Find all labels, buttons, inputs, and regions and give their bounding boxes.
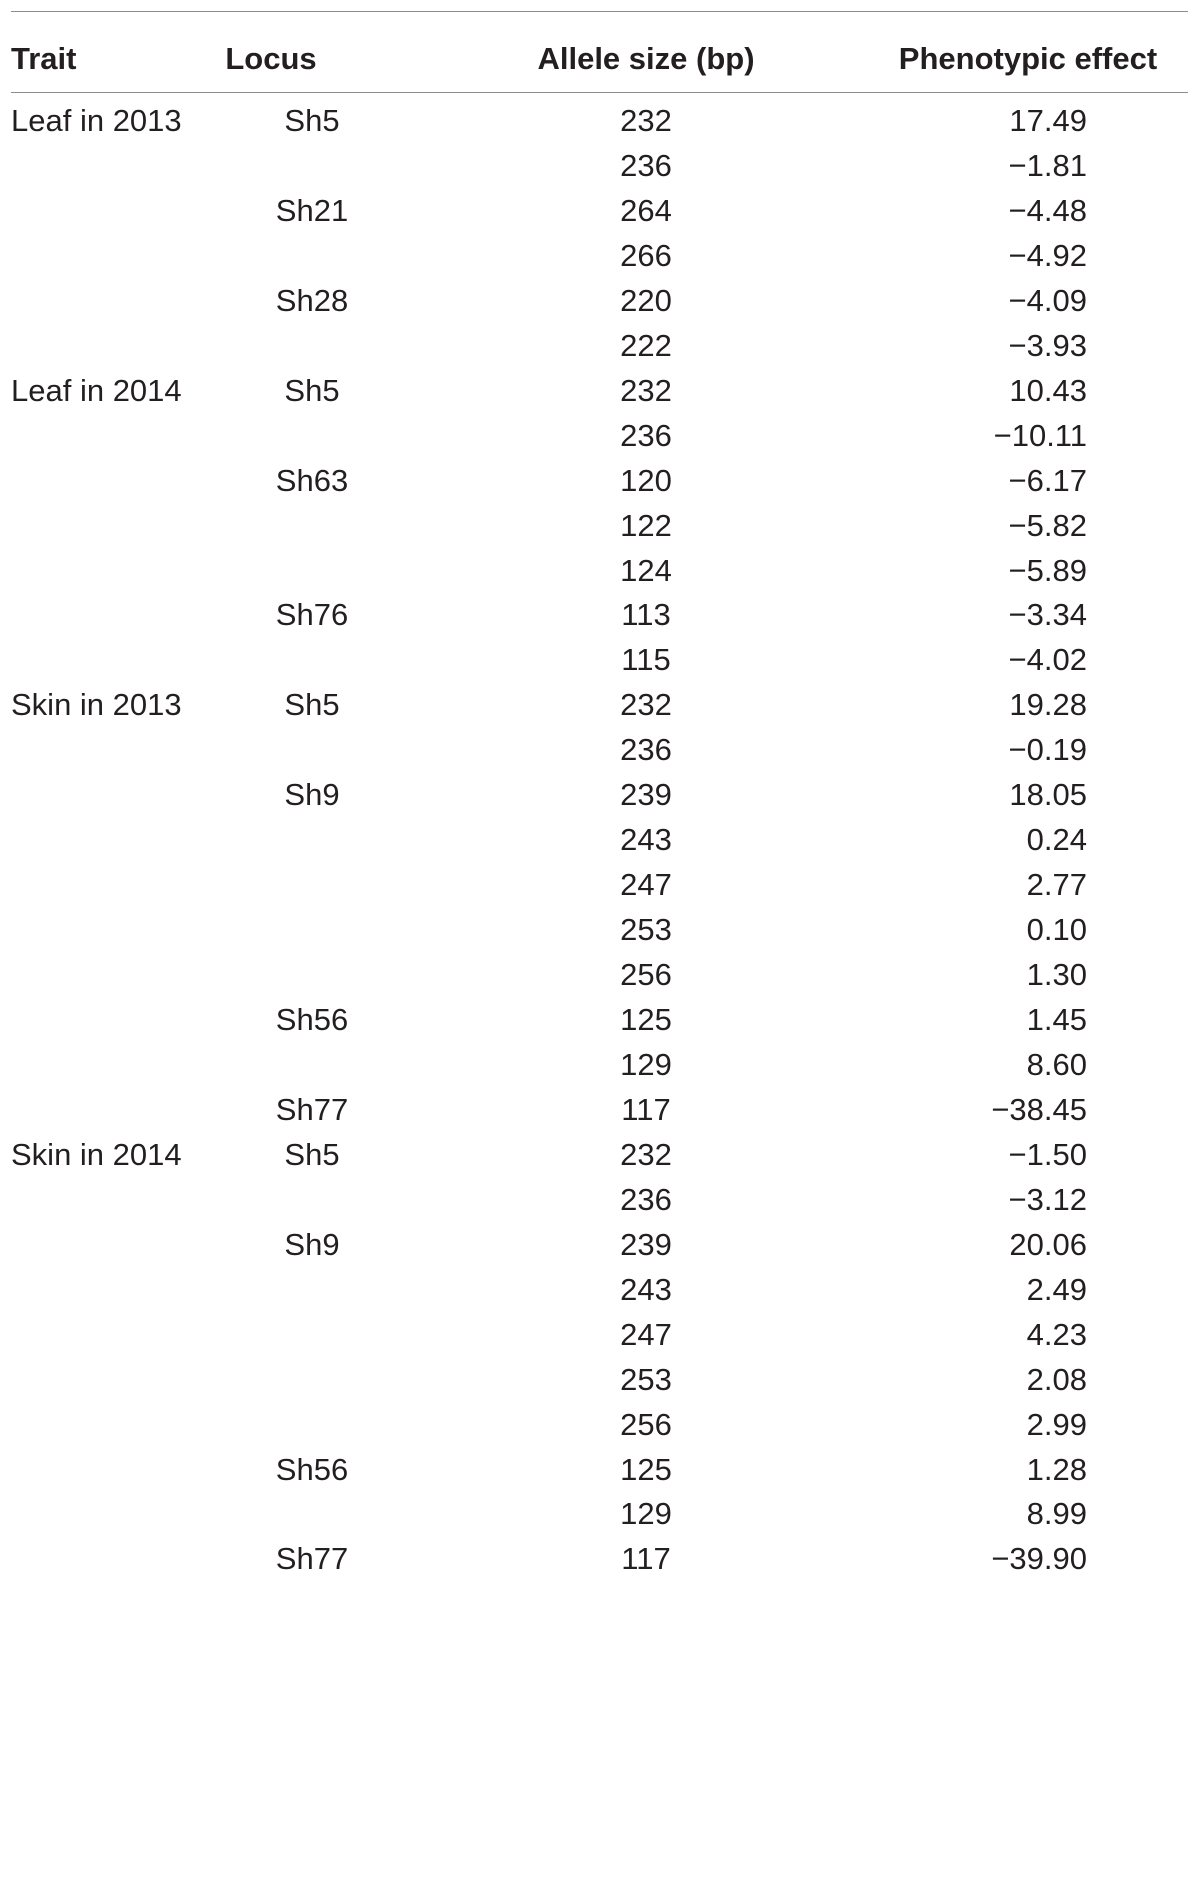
cell-phenotypic-effect: −38.45 xyxy=(991,1091,1087,1127)
cell-phenotypic-effect: 8.60 xyxy=(1026,1046,1087,1082)
cell-allele-size: 236 xyxy=(620,1181,672,1217)
cell-locus: Sh56 xyxy=(275,1451,349,1487)
cell-phenotypic-effect: −4.02 xyxy=(1008,642,1087,678)
cell-allele-size: 117 xyxy=(621,1091,671,1127)
cell-phenotypic-effect: 0.24 xyxy=(1026,822,1087,858)
cell-phenotypic-effect: 1.30 xyxy=(1026,957,1087,993)
cell-trait: Skin in 2014 xyxy=(11,1136,182,1172)
cell-allele-size: 113 xyxy=(621,597,671,633)
cell-locus: Sh5 xyxy=(284,103,340,138)
cell-allele-size: 236 xyxy=(620,732,672,768)
cell-phenotypic-effect: −0.19 xyxy=(1008,732,1087,768)
cell-allele-size: 243 xyxy=(620,822,672,858)
cell-phenotypic-effect: 2.99 xyxy=(1026,1406,1087,1442)
cell-phenotypic-effect: 8.99 xyxy=(1026,1496,1087,1532)
cell-locus: Sh28 xyxy=(275,282,349,318)
cell-phenotypic-effect: −3.93 xyxy=(1008,327,1087,363)
cell-allele-size: 117 xyxy=(621,1541,671,1577)
cell-locus: Sh21 xyxy=(275,192,349,228)
cell-locus: Sh9 xyxy=(284,777,340,813)
cell-allele-size: 253 xyxy=(620,912,672,948)
cell-phenotypic-effect: 20.06 xyxy=(1009,1226,1087,1262)
header-locus: Locus xyxy=(225,41,317,76)
cell-locus: Sh77 xyxy=(275,1541,349,1577)
cell-phenotypic-effect: 19.28 xyxy=(1009,687,1087,723)
cell-allele-size: 256 xyxy=(620,1406,672,1442)
cell-allele-size: 115 xyxy=(621,642,671,678)
cell-trait: Leaf in 2013 xyxy=(11,103,182,138)
cell-allele-size: 125 xyxy=(620,1002,672,1037)
header-trait: Trait xyxy=(11,41,77,76)
cell-allele-size: 220 xyxy=(620,282,672,318)
cell-phenotypic-effect: 2.77 xyxy=(1026,867,1087,903)
header-allele-size: Allele size (bp) xyxy=(537,41,755,76)
cell-allele-size: 239 xyxy=(620,1226,672,1262)
cell-allele-size: 222 xyxy=(620,327,672,363)
cell-trait: Skin in 2013 xyxy=(11,687,182,723)
cell-phenotypic-effect: −4.09 xyxy=(1008,282,1087,318)
cell-allele-size: 120 xyxy=(620,462,672,498)
cell-allele-size: 232 xyxy=(620,687,672,723)
cell-allele-size: 129 xyxy=(620,1046,672,1082)
cell-phenotypic-effect: −3.34 xyxy=(1008,597,1087,633)
cell-phenotypic-effect: −4.92 xyxy=(1008,237,1087,273)
cell-phenotypic-effect: −10.11 xyxy=(993,417,1087,453)
cell-phenotypic-effect: −5.89 xyxy=(1008,552,1087,588)
cell-phenotypic-effect: 4.23 xyxy=(1026,1316,1087,1352)
cell-phenotypic-effect: −3.12 xyxy=(1008,1181,1087,1217)
header-phenotypic-effect: Phenotypic effect xyxy=(898,41,1158,76)
cell-locus: Sh77 xyxy=(275,1091,349,1127)
cell-locus: Sh5 xyxy=(284,687,340,723)
cell-allele-size: 247 xyxy=(620,867,672,903)
cell-allele-size: 243 xyxy=(620,1271,672,1307)
cell-phenotypic-effect: −39.90 xyxy=(991,1541,1087,1577)
cell-locus: Sh76 xyxy=(275,597,349,633)
cell-phenotypic-effect: −6.17 xyxy=(1008,462,1087,498)
table-row xyxy=(11,1532,1188,1586)
cell-allele-size: 253 xyxy=(620,1361,672,1397)
cell-allele-size: 236 xyxy=(620,147,672,183)
cell-locus: Sh5 xyxy=(284,372,340,408)
cell-locus: Sh9 xyxy=(284,1226,340,1262)
cell-allele-size: 124 xyxy=(620,552,672,588)
cell-allele-size: 239 xyxy=(620,777,672,813)
cell-allele-size: 264 xyxy=(620,192,672,228)
cell-allele-size: 236 xyxy=(620,417,672,453)
header-bottom-rule xyxy=(11,92,1188,93)
cell-locus: Sh56 xyxy=(275,1002,349,1037)
cell-trait: Leaf in 2014 xyxy=(11,372,182,408)
cell-allele-size: 129 xyxy=(620,1496,672,1532)
cell-phenotypic-effect: 0.10 xyxy=(1026,912,1087,948)
cell-allele-size: 256 xyxy=(620,957,672,993)
cell-phenotypic-effect: −5.82 xyxy=(1008,507,1087,543)
cell-phenotypic-effect: 2.49 xyxy=(1026,1271,1087,1307)
cell-phenotypic-effect: 1.45 xyxy=(1026,1002,1087,1037)
table-header xyxy=(11,11,1188,92)
cell-phenotypic-effect: −4.48 xyxy=(1008,192,1087,228)
cell-allele-size: 266 xyxy=(620,237,672,273)
cell-phenotypic-effect: −1.81 xyxy=(1008,147,1087,183)
cell-locus: Sh5 xyxy=(284,1136,340,1172)
cell-allele-size: 232 xyxy=(620,372,672,408)
cell-phenotypic-effect: 2.08 xyxy=(1026,1361,1087,1397)
cell-allele-size: 247 xyxy=(620,1316,672,1352)
cell-locus: Sh63 xyxy=(275,462,349,498)
cell-phenotypic-effect: 18.05 xyxy=(1009,777,1087,813)
cell-phenotypic-effect: 10.43 xyxy=(1009,372,1087,408)
cell-phenotypic-effect: 1.28 xyxy=(1026,1451,1087,1487)
cell-allele-size: 232 xyxy=(620,1136,672,1172)
cell-phenotypic-effect: 17.49 xyxy=(1009,103,1087,138)
cell-phenotypic-effect: −1.50 xyxy=(1008,1136,1087,1172)
cell-allele-size: 125 xyxy=(620,1451,672,1487)
cell-allele-size: 122 xyxy=(620,507,672,543)
cell-allele-size: 232 xyxy=(620,103,672,138)
